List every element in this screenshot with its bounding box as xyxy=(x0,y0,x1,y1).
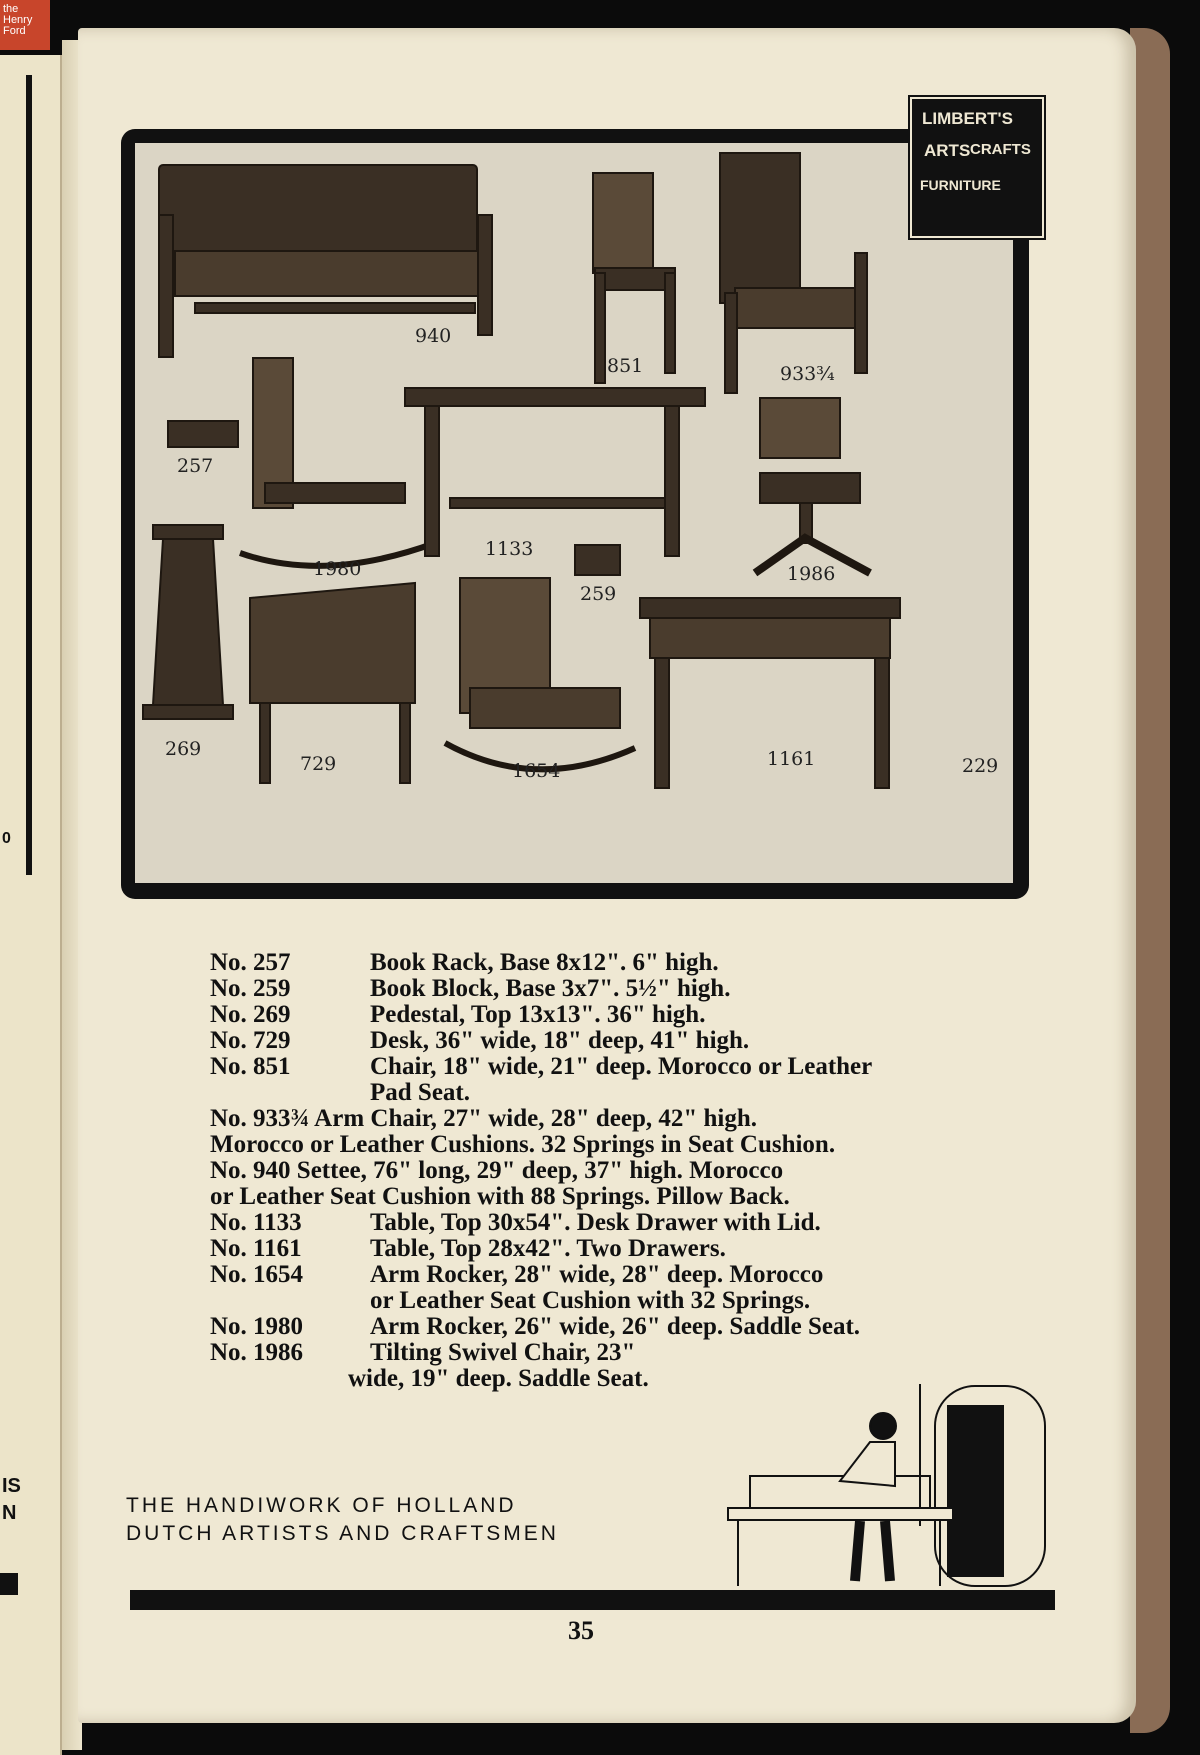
spec-continuation: or Leather Seat Cushion with 32 Springs. xyxy=(370,1287,811,1314)
spec-line: Morocco or Leather Cushions. 32 Springs in Seat Cushion. xyxy=(210,1131,836,1158)
page-edge xyxy=(1130,28,1170,1733)
spec-row xyxy=(210,1262,970,1288)
furniture-plate xyxy=(121,129,1029,899)
footer-rule xyxy=(130,1590,1055,1610)
spec-number: No. 851 xyxy=(210,1053,291,1080)
tagline-line: THE HANDIWORK OF HOLLAND xyxy=(126,1494,517,1517)
left-page-bar xyxy=(0,1573,18,1595)
furniture-label: 1654 xyxy=(512,760,561,782)
chair-seat xyxy=(595,268,675,290)
desk-body xyxy=(250,583,415,703)
spec-row xyxy=(210,976,970,1002)
henry-ford-watermark xyxy=(0,0,50,50)
left-page-fragment: 0 xyxy=(2,830,11,847)
watermark-line: the xyxy=(3,3,19,15)
chair-leg xyxy=(665,273,675,373)
furniture-label: 933¾ xyxy=(780,363,835,385)
furniture-label: 1980 xyxy=(313,558,362,580)
spec-description: Tilting Swivel Chair, 23" xyxy=(370,1339,636,1366)
page-number: 35 xyxy=(568,1616,594,1645)
furniture-label: 940 xyxy=(415,325,452,347)
spec-row xyxy=(210,1184,970,1210)
spec-row xyxy=(210,1132,970,1158)
workbench-top xyxy=(728,1508,953,1520)
spec-number: No. 269 xyxy=(210,1001,291,1028)
spec-line: or Leather Seat Cushion with 88 Springs. Pillow Back. xyxy=(210,1183,790,1210)
desk-leg xyxy=(260,703,270,783)
plate-inner xyxy=(135,143,1013,883)
logo-text: CRAFTS xyxy=(970,141,1031,158)
library-table-apron xyxy=(650,618,890,658)
spec-row xyxy=(210,950,970,976)
limbert-logo xyxy=(910,97,1044,238)
tagline xyxy=(126,1492,559,1548)
spec-row xyxy=(210,1210,970,1236)
spec-description: Arm Rocker, 28" wide, 28" deep. Morocco xyxy=(370,1261,824,1288)
armchair-back xyxy=(720,153,800,303)
furniture-label: 729 xyxy=(300,753,337,775)
left-page-bar xyxy=(0,75,32,875)
library-table-leg xyxy=(655,658,669,788)
table-leg xyxy=(425,406,439,556)
spec-description: Chair, 18" wide, 21" deep. Morocco or Leather xyxy=(370,1053,873,1080)
spec-row xyxy=(210,1080,970,1106)
spec-continuation: Pad Seat. xyxy=(370,1079,470,1106)
furniture-label: 259 xyxy=(580,583,617,605)
spec-row xyxy=(210,1028,970,1054)
spec-number: No. 257 xyxy=(210,949,291,976)
settee-leg xyxy=(478,215,492,335)
spec-number: No. 259 xyxy=(210,975,291,1002)
spec-number: No. 729 xyxy=(210,1027,291,1054)
specifications-list xyxy=(210,950,970,1392)
spec-row xyxy=(210,1340,970,1366)
spec-description: Pedestal, Top 13x13". 36" high. xyxy=(370,1001,706,1028)
watermark-line: Ford xyxy=(3,25,26,37)
furniture-label: 851 xyxy=(607,355,644,377)
logo-text: ARTS xyxy=(924,141,971,160)
logo-text: LIMBERT'S xyxy=(922,109,1013,128)
armchair-seat xyxy=(735,288,865,328)
spec-line: No. 940 Settee, 76" long, 29" deep, 37" high. Morocco xyxy=(210,1157,784,1184)
spec-description: Book Rack, Base 8x12". 6" high. xyxy=(370,949,719,976)
craftsman-body xyxy=(840,1442,895,1486)
furniture-label: 269 xyxy=(165,738,202,760)
swivel-seat xyxy=(760,473,860,503)
tagline-line: DUTCH ARTISTS AND CRAFTSMEN xyxy=(126,1522,559,1545)
settee-rail xyxy=(195,303,475,313)
library-table-top xyxy=(640,598,900,618)
craftsman-head xyxy=(870,1413,896,1439)
left-page-fragment: N xyxy=(2,1502,17,1524)
furniture-label: 1986 xyxy=(787,563,836,585)
furniture-label: 1161 xyxy=(767,748,816,770)
spec-description: Book Block, Base 3x7". 5½" high. xyxy=(370,975,731,1002)
settee-back xyxy=(159,165,477,257)
table-leg xyxy=(665,406,679,556)
spec-row xyxy=(210,1158,970,1184)
spec-description: Arm Rocker, 26" wide, 26" deep. Saddle Seat. xyxy=(370,1313,861,1340)
pedestal-top xyxy=(153,525,223,539)
library-table-leg xyxy=(875,658,889,788)
spec-number: No. 1161 xyxy=(210,1235,302,1262)
furniture-label: 229 xyxy=(962,755,999,777)
spec-line: No. 933¾ Arm Chair, 27" wide, 28" deep, 42" high. xyxy=(210,1105,757,1132)
spec-description: Table, Top 28x42". Two Drawers. xyxy=(370,1235,726,1262)
spec-continuation: wide, 19" deep. Saddle Seat. xyxy=(348,1365,649,1392)
spec-number: No. 1986 xyxy=(210,1339,304,1366)
furniture-illustration xyxy=(135,143,1013,883)
pedestal-base xyxy=(143,705,233,719)
chair-leg xyxy=(595,273,605,383)
spec-description: Desk, 36" wide, 18" deep, 41" high. xyxy=(370,1027,750,1054)
book-rack xyxy=(168,421,238,447)
table-top xyxy=(405,388,705,406)
spec-row xyxy=(210,1288,970,1314)
pedestal-column xyxy=(153,539,223,705)
furniture-label: 257 xyxy=(177,455,214,477)
morris-rocker-seat xyxy=(470,688,620,728)
armchair-leg xyxy=(725,293,737,393)
spec-number: No. 1980 xyxy=(210,1313,304,1340)
logo-text: FURNITURE xyxy=(920,177,1001,193)
spec-row xyxy=(210,1106,970,1132)
furniture-label: 1133 xyxy=(485,538,534,560)
cabinet-interior xyxy=(948,1406,1003,1576)
armchair-leg xyxy=(855,253,867,373)
swivel-back xyxy=(760,398,840,458)
chair-back xyxy=(593,173,653,273)
desk-leg xyxy=(400,703,410,783)
craftsman-legs xyxy=(855,1521,890,1581)
book-block xyxy=(575,545,620,575)
spec-row xyxy=(210,1002,970,1028)
spec-row xyxy=(210,1236,970,1262)
spec-description: Table, Top 30x54". Desk Drawer with Lid. xyxy=(370,1209,821,1236)
spec-row xyxy=(210,1054,970,1080)
table-stretcher xyxy=(450,498,665,508)
left-page-fragment: IS xyxy=(2,1475,21,1497)
watermark-line: Henry xyxy=(3,14,33,26)
spec-number: No. 1133 xyxy=(210,1209,302,1236)
settee-leg xyxy=(159,215,173,357)
settee-seat xyxy=(175,251,485,296)
rocker-seat xyxy=(265,483,405,503)
spec-number: No. 1654 xyxy=(210,1261,304,1288)
left-page-edge xyxy=(0,55,62,1755)
craftsman-illustration xyxy=(720,1376,1060,1596)
spec-row xyxy=(210,1314,970,1340)
